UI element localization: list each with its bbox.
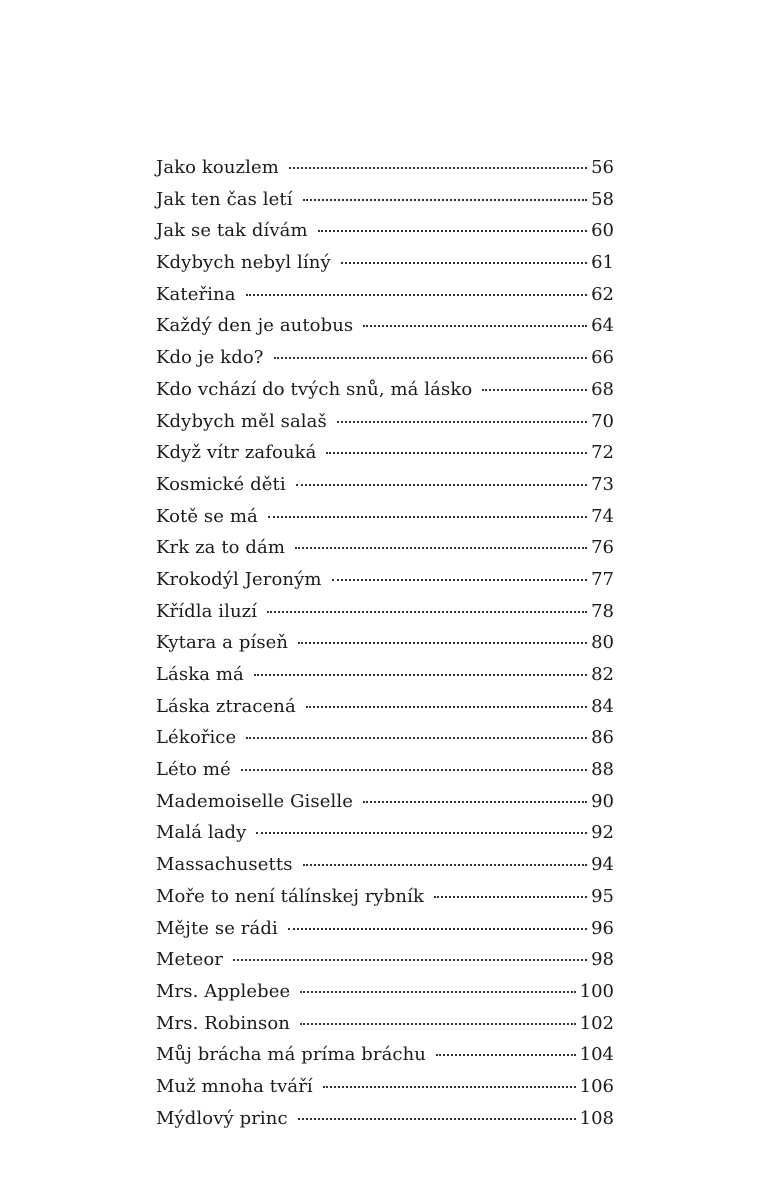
toc-entry-page-number: 74 xyxy=(591,505,614,527)
toc-entry-page-number: 64 xyxy=(591,315,614,337)
toc-entry-page-number: 90 xyxy=(591,790,614,812)
toc-entry-page-number: 76 xyxy=(591,537,614,559)
toc-entry-title: Jak ten čas letí xyxy=(156,188,293,210)
toc-entry-page-number: 70 xyxy=(591,410,614,432)
toc-entry-page-number: 98 xyxy=(591,949,614,971)
toc-entry-title: Kdybych měl salaš xyxy=(156,410,327,432)
toc-dot-leader xyxy=(482,388,587,391)
toc-entry-page-number: 86 xyxy=(591,727,614,749)
toc-entry-page-number: 66 xyxy=(591,347,614,369)
toc-entry xyxy=(156,659,614,691)
toc-dot-leader xyxy=(295,546,587,549)
toc-entry xyxy=(156,1039,614,1071)
toc-entry-page-number: 68 xyxy=(591,378,614,400)
toc-dot-leader xyxy=(300,990,575,993)
toc-entry-page-number: 72 xyxy=(591,442,614,464)
toc-dot-leader xyxy=(323,1085,576,1088)
toc-entry-title: Massachusetts xyxy=(156,854,293,876)
toc-dot-leader xyxy=(300,1022,576,1025)
toc-entry xyxy=(156,532,614,564)
toc-dot-leader xyxy=(303,863,588,866)
toc-dot-leader xyxy=(267,610,587,613)
toc-entry-page-number: 88 xyxy=(591,759,614,781)
toc-entry xyxy=(156,152,614,184)
toc-entry-page-number: 58 xyxy=(591,188,614,210)
toc-entry-page-number: 96 xyxy=(591,917,614,939)
toc-entry xyxy=(156,247,614,279)
toc-entry xyxy=(156,310,614,342)
toc-entry xyxy=(156,596,614,628)
toc-entry-page-number: 60 xyxy=(591,220,614,242)
toc-entry-page-number: 77 xyxy=(591,568,614,590)
toc-entry xyxy=(156,279,614,311)
toc-entry xyxy=(156,1008,614,1040)
toc-entry xyxy=(156,564,614,596)
toc-entry-page-number: 56 xyxy=(591,157,614,178)
toc-dot-leader xyxy=(318,229,587,232)
toc-dot-leader xyxy=(303,198,588,201)
toc-entry xyxy=(156,881,614,913)
toc-entry-title: Meteor xyxy=(156,949,224,971)
toc-entry xyxy=(156,1071,614,1103)
toc-entry-title: Láska má xyxy=(156,664,244,685)
toc-entry xyxy=(156,817,614,849)
toc-dot-leader xyxy=(241,768,587,771)
toc-entry xyxy=(156,786,614,818)
toc-dot-leader xyxy=(274,356,588,359)
toc-dot-leader xyxy=(341,261,587,264)
toc-entry-title: Krk za to dám xyxy=(156,537,286,559)
toc-dot-leader xyxy=(436,1053,576,1056)
toc-entry-page-number: 108 xyxy=(579,1107,614,1129)
toc-entry-title: Jak se tak dívám xyxy=(156,220,308,242)
toc-entry-title: Křídla iluzí xyxy=(156,600,258,622)
toc-entry xyxy=(156,944,614,976)
toc-entry-page-number: 92 xyxy=(591,822,614,844)
toc-dot-leader xyxy=(363,800,587,803)
toc-entry-page-number: 78 xyxy=(591,600,614,622)
toc-entry-title: Jako kouzlem xyxy=(156,157,279,178)
toc-entry-title: Mademoiselle Giselle xyxy=(156,790,353,812)
toc-entry-page-number: 61 xyxy=(591,252,614,274)
toc-dot-leader xyxy=(326,451,587,454)
toc-dot-leader xyxy=(246,736,587,739)
toc-entry-page-number: 80 xyxy=(591,632,614,654)
toc-entry xyxy=(156,722,614,754)
toc-entry-page-number: 62 xyxy=(591,283,614,305)
toc-entry xyxy=(156,849,614,881)
toc-entry-title: Mrs. Robinson xyxy=(156,1012,290,1034)
toc-dot-leader xyxy=(256,831,587,834)
toc-entry-page-number: 95 xyxy=(591,885,614,907)
toc-dot-leader xyxy=(298,641,587,644)
toc-entry-page-number: 82 xyxy=(591,664,614,685)
toc-entry-title: Mějte se rádi xyxy=(156,917,278,939)
toc-entry-title: Kotě se má xyxy=(156,505,258,527)
toc-entry-title: Mrs. Applebee xyxy=(156,980,291,1002)
toc-dot-leader xyxy=(254,673,587,676)
toc-entry-title: Krokodýl Jeroným xyxy=(156,568,322,590)
toc-dot-leader xyxy=(246,293,588,296)
toc-entry-title: Kdo vchází do tvých snů, má lásko xyxy=(156,378,473,400)
toc-entry-page-number: 102 xyxy=(579,1012,614,1034)
toc-entry-title: Malá lady xyxy=(156,822,247,844)
toc-entry-title: Mýdlový princ xyxy=(156,1107,288,1129)
toc-entry xyxy=(156,215,614,247)
toc-entry-title: Když vítr zafouká xyxy=(156,442,317,464)
toc-dot-leader xyxy=(296,483,587,486)
toc-entry-title: Moře to není tálínskej rybník xyxy=(156,885,424,907)
toc-entry-page-number: 73 xyxy=(591,473,614,495)
toc-entry xyxy=(156,374,614,406)
toc-entry xyxy=(156,691,614,723)
toc-entry-title: Lékořice xyxy=(156,727,237,749)
toc-entry-page-number: 104 xyxy=(579,1044,614,1066)
toc-entry xyxy=(156,437,614,469)
toc-dot-leader xyxy=(434,895,587,898)
toc-entry xyxy=(156,406,614,438)
toc-entry xyxy=(156,913,614,945)
toc-dot-leader xyxy=(306,705,587,708)
toc-entry xyxy=(156,1103,614,1135)
toc-entry xyxy=(156,469,614,501)
toc-entry-title: Můj brácha má príma bráchu xyxy=(156,1044,426,1066)
toc-dot-leader xyxy=(268,515,587,518)
toc-entry-page-number: 100 xyxy=(579,980,614,1002)
toc-entry-title: Kdybych nebyl líný xyxy=(156,252,331,274)
toc-entry-title: Každý den je autobus xyxy=(156,315,354,337)
toc-dot-leader xyxy=(337,420,587,423)
toc-entry-title: Kytara a píseň xyxy=(156,632,289,654)
toc-entry-page-number: 106 xyxy=(579,1075,614,1097)
toc-entry xyxy=(156,976,614,1008)
toc-dot-leader xyxy=(332,578,588,581)
toc-entry-title: Kosmické děti xyxy=(156,473,286,495)
toc-entry-page-number: 84 xyxy=(591,695,614,717)
toc-entry-title: Kdo je kdo? xyxy=(156,347,264,369)
table-of-contents xyxy=(156,152,614,1134)
toc-entry xyxy=(156,754,614,786)
toc-entry xyxy=(156,184,614,216)
toc-dot-leader xyxy=(289,166,587,169)
toc-dot-leader xyxy=(298,1117,576,1120)
toc-entry-title: Léto mé xyxy=(156,759,231,781)
toc-dot-leader xyxy=(363,324,587,327)
toc-entry-title: Kateřina xyxy=(156,283,236,305)
toc-entry xyxy=(156,501,614,533)
toc-entry xyxy=(156,342,614,374)
toc-entry-title: Muž mnoha tváří xyxy=(156,1075,313,1097)
toc-entry-title: Láska ztracená xyxy=(156,695,296,717)
toc-entry-page-number: 94 xyxy=(591,854,614,876)
toc-dot-leader xyxy=(233,958,587,961)
toc-entry xyxy=(156,627,614,659)
toc-dot-leader xyxy=(288,927,587,930)
